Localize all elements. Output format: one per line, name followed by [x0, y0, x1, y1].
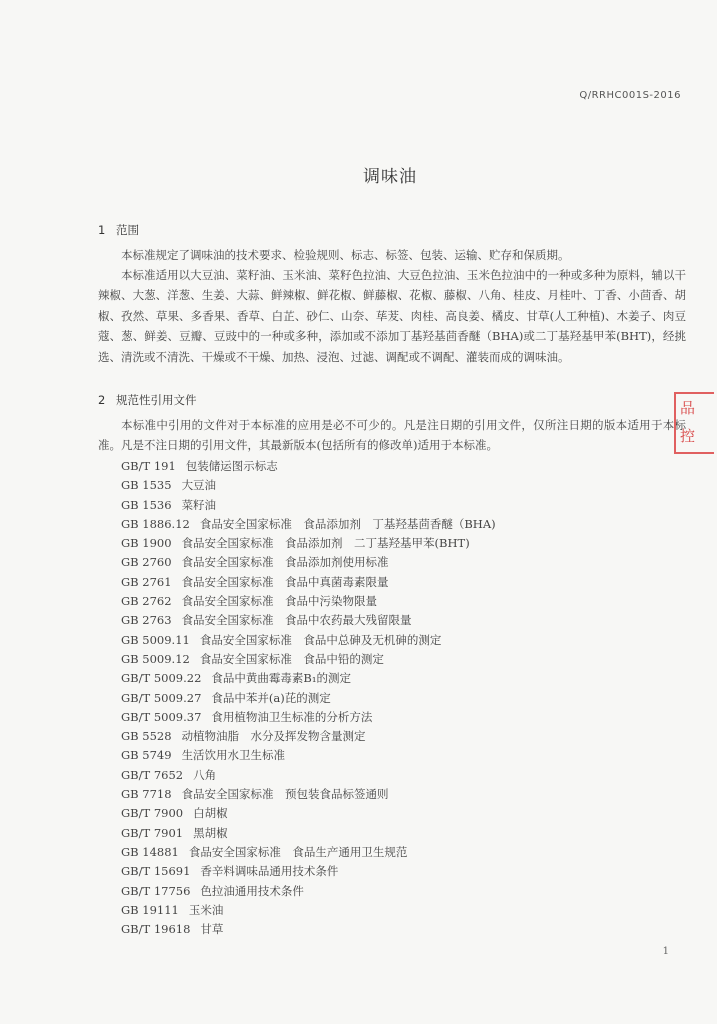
reference-code: GB 5009.12: [121, 651, 190, 666]
reference-code: GB/T 7901: [121, 825, 184, 840]
reference-code: GB 7718: [121, 787, 172, 802]
reference-code: GB 2762: [121, 594, 172, 609]
reference-name: 黑胡椒: [193, 825, 228, 840]
reference-name: 食品安全国家标准 食品添加剂 二丁基羟基甲苯(BHT): [181, 536, 470, 551]
reference-item: [121, 496, 496, 515]
reference-item: [121, 515, 496, 534]
references-intro-paragraph: 本标准中引用的文件对于本标准的应用是必不可少的。凡是注日期的引用文件，仅所注日期的版本适用于本标准。凡是不注日期的引用文件，其最新版本(包括所有的修改单)适用于本标准。: [98, 418, 686, 453]
reference-item: [121, 689, 496, 708]
section-1-heading: [98, 222, 139, 238]
reference-item: [121, 611, 496, 630]
reference-item: [121, 669, 496, 688]
standard-code: Q/RRHC001S-2016: [579, 90, 681, 101]
reference-name: 八角: [193, 767, 217, 782]
document-title: 调味油: [363, 167, 417, 187]
reference-item: [121, 708, 496, 727]
reference-item: [121, 824, 496, 843]
reference-item: [121, 457, 496, 476]
reference-item: [121, 901, 496, 920]
scope-paragraph-2: 本标准适用以大豆油、菜籽油、玉米油、菜籽色拉油、大豆色拉油、玉米色拉油中的一种或多种为原料，辅以干辣椒、大葱、洋葱、生姜、大蒜、鲜辣椒、鲜花椒、鲜藤椒、花椒、藤椒、八角、桂皮、月桂叶、丁香、小茴香、胡椒、孜然、草果、多香果、香草、白芷、砂仁、山奈、荜茇、肉桂、高良姜、橘皮、甘草(人工种植)、木姜子、肉豆蔻、葱、鲜姜、豆瓣、豆豉中的一种或多种，添加或不添加丁基羟基茴香醚（BHA)或二丁基羟基甲苯(BHT)，经挑选、清洗或不清洗、干燥或不干燥、加热、浸泡、过滤、调配或不调配、灌装而成的调味油。: [98, 268, 686, 364]
reference-name: 食品安全国家标准 食品中总砷及无机砷的测定: [199, 632, 442, 647]
reference-code: GB 5749: [121, 748, 172, 763]
reference-item: [121, 727, 496, 746]
reference-code: GB 1900: [121, 536, 172, 551]
reference-code: GB 5528: [121, 729, 172, 744]
reference-name: 香辛料调味品通用技术条件: [200, 864, 339, 879]
reference-name: 食品安全国家标准 预包装食品标签通则: [181, 787, 389, 802]
stamp-text: 品 控: [680, 399, 696, 445]
reference-name: 大豆油: [181, 478, 217, 493]
reference-name: 甘草: [200, 922, 224, 937]
reference-name: 色拉油通用技术条件: [200, 883, 304, 898]
reference-name: 动植物油脂 水分及挥发物含量测定: [181, 729, 366, 744]
reference-name: 食品安全国家标准 食品添加剂 丁基羟基茴香醚（BHA): [199, 516, 496, 531]
section-2-heading: [98, 392, 197, 408]
reference-name: 食品安全国家标准 食品中真菌毒素限量: [181, 574, 389, 589]
quality-control-stamp: [674, 392, 714, 454]
reference-item: [121, 553, 496, 572]
reference-item: [121, 573, 496, 592]
reference-code: GB 14881: [121, 844, 179, 859]
reference-name: 食品中苯并(a)芘的测定: [211, 690, 331, 705]
reference-name: 食品安全国家标准 食品添加剂使用标准: [181, 555, 389, 570]
reference-code: GB 1886.12: [121, 516, 190, 531]
reference-code: GB/T 7900: [121, 806, 184, 821]
reference-code: GB/T 19618: [121, 922, 191, 937]
reference-item: [121, 534, 496, 553]
reference-name: 菜籽油: [181, 497, 217, 512]
reference-item: [121, 631, 496, 650]
reference-name: 食品安全国家标准 食品中铅的测定: [199, 651, 384, 666]
reference-code: GB 1536: [121, 497, 172, 512]
reference-item: [121, 650, 496, 669]
reference-list: [121, 457, 496, 939]
reference-code: GB/T 17756: [121, 883, 191, 898]
section-number: 1: [98, 223, 106, 237]
reference-name: 玉米油: [188, 902, 224, 917]
reference-item: [121, 476, 496, 495]
reference-item: [121, 766, 496, 785]
reference-item: [121, 862, 496, 881]
reference-item: [121, 785, 496, 804]
reference-code: GB/T 7652: [121, 767, 184, 782]
section-number: 2: [98, 393, 106, 407]
reference-name: 包装储运图示标志: [185, 459, 278, 473]
reference-name: 生活饮用水卫生标准: [181, 748, 286, 763]
reference-name: 食品安全国家标准 食品中农药最大残留限量: [181, 613, 412, 628]
reference-code: GB 2760: [121, 555, 172, 570]
reference-code: GB 2763: [121, 613, 172, 628]
reference-item: [121, 882, 496, 901]
reference-code: GB 2761: [121, 574, 172, 589]
reference-code: GB/T 191: [121, 459, 176, 473]
reference-item: [121, 746, 496, 765]
section-title: 规范性引用文件: [116, 393, 197, 407]
reference-item: [121, 843, 496, 862]
reference-name: 食品安全国家标准 食品生产通用卫生规范: [188, 844, 408, 859]
reference-item: [121, 920, 496, 939]
page-number: 1: [662, 946, 669, 957]
reference-item: [121, 804, 496, 823]
reference-code: GB 1535: [121, 478, 172, 493]
scope-paragraph-1: 本标准规定了调味油的技术要求、检验规则、标志、标签、包装、运输、贮存和保质期。: [121, 248, 570, 262]
reference-name: 食用植物油卫生标准的分析方法: [211, 709, 373, 724]
reference-code: GB/T 5009.22: [121, 671, 202, 686]
reference-name: 食品安全国家标准 食品中污染物限量: [181, 594, 378, 609]
reference-code: GB/T 5009.37: [121, 709, 202, 724]
reference-code: GB 19111: [121, 902, 179, 917]
reference-name: 白胡椒: [193, 806, 228, 821]
reference-code: GB 5009.11: [121, 632, 190, 647]
reference-item: [121, 592, 496, 611]
reference-code: GB/T 15691: [121, 864, 191, 879]
section-title: 范围: [116, 223, 139, 237]
reference-name: 食品中黄曲霉毒素B₁的测定: [211, 671, 351, 686]
reference-code: GB/T 5009.27: [121, 690, 202, 705]
